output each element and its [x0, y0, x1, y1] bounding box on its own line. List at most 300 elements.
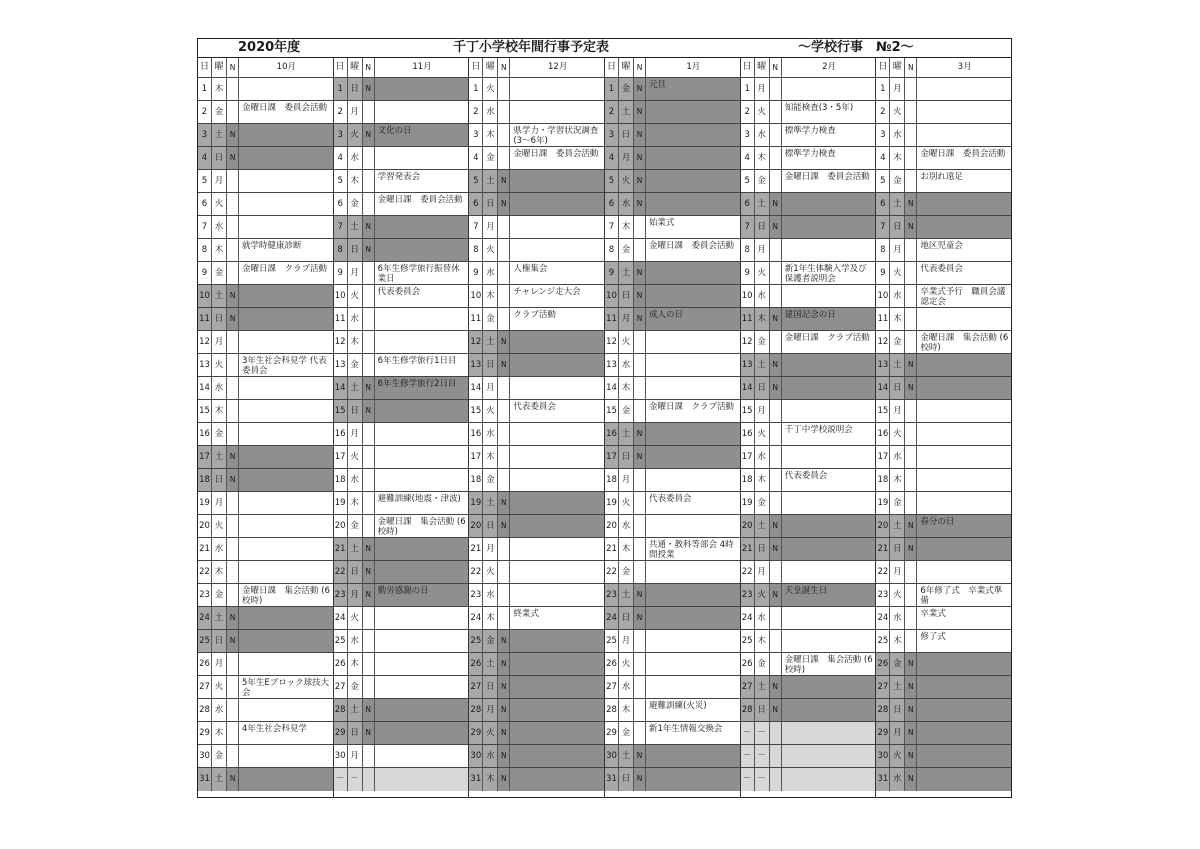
weekday: 水: [212, 216, 227, 238]
event-text: [646, 377, 740, 399]
weekday: 木: [483, 768, 498, 791]
weekday: 水: [348, 147, 363, 169]
day-number: 12: [198, 331, 212, 353]
day-number: 26: [605, 653, 619, 675]
weekday: 土: [483, 170, 498, 192]
holiday-flag: [634, 630, 646, 652]
holiday-flag: N: [363, 538, 375, 560]
event-text: 就学時健康診断: [242, 241, 302, 251]
weekday: 火: [890, 101, 905, 123]
weekday: 水: [755, 446, 770, 468]
holiday-flag: N: [363, 239, 375, 261]
event-text: [375, 653, 469, 675]
event-text: 人権集会: [513, 264, 548, 274]
holiday-flag: N: [634, 193, 646, 215]
event-text: 金曜日課 集会活動 (6校時): [242, 586, 330, 606]
day-number: 29: [469, 722, 483, 744]
day-number: 16: [605, 423, 619, 445]
holiday-flag: [363, 170, 375, 192]
weekday: 月: [890, 561, 905, 583]
day-row: [605, 446, 740, 469]
day-number: 10: [469, 285, 483, 307]
weekday: 月: [890, 722, 905, 744]
holiday-flag: [770, 653, 782, 675]
event-text: [510, 239, 604, 261]
day-row: [469, 308, 604, 331]
weekday: 月: [212, 170, 227, 192]
day-number: 23: [198, 584, 212, 606]
event-text: [646, 331, 740, 353]
day-row: [469, 400, 604, 423]
holiday-flag: N: [770, 193, 782, 215]
day-number: 9: [469, 262, 483, 284]
holiday-flag: [498, 561, 510, 583]
holiday-flag: [905, 147, 917, 169]
holiday-flag: [634, 676, 646, 698]
weekday: 月: [619, 308, 634, 330]
weekday: 土: [348, 377, 363, 399]
day-row: [334, 722, 469, 745]
day-row: [876, 492, 1011, 515]
day-row: [469, 124, 604, 147]
day-row: [741, 170, 876, 193]
holiday-flag: [363, 745, 375, 767]
day-number: 18: [334, 469, 348, 491]
day-number: 21: [605, 538, 619, 560]
event-text: [917, 699, 1011, 721]
holiday-flag: N: [227, 607, 239, 629]
day-row: [605, 584, 740, 607]
day-row: [469, 538, 604, 561]
weekday: 水: [619, 354, 634, 376]
day-row: [334, 446, 469, 469]
holiday-flag: N: [363, 584, 375, 606]
event-text: [782, 515, 876, 537]
event-text: [646, 630, 740, 652]
event-text: [375, 216, 469, 238]
day-number: 1: [334, 78, 348, 100]
day-row: [198, 170, 333, 193]
event-text: 卒業式予行 職員会議 認定会: [920, 287, 1014, 307]
weekday: 火: [483, 400, 498, 422]
weekday: 土: [755, 515, 770, 537]
day-number: 29: [605, 722, 619, 744]
holiday-flag: [770, 607, 782, 629]
weekday: 金: [483, 308, 498, 330]
weekday: 金: [890, 492, 905, 514]
holiday-flag: N: [905, 676, 917, 698]
day-row: [605, 745, 740, 768]
weekday: 日: [619, 607, 634, 629]
day-row: [741, 561, 876, 584]
holiday-flag: [498, 446, 510, 468]
holiday-flag: [498, 400, 510, 422]
holiday-flag: N: [498, 515, 510, 537]
event-text: [646, 423, 740, 445]
day-row: [198, 653, 333, 676]
weekday: 月: [348, 584, 363, 606]
weekday: 水: [619, 193, 634, 215]
weekday: 月: [212, 492, 227, 514]
day-number: 19: [198, 492, 212, 514]
day-number: 3: [469, 124, 483, 146]
weekday: 水: [483, 423, 498, 445]
day-number: 4: [605, 147, 619, 169]
event-text: 5年生Eブロック球技大会: [242, 678, 330, 698]
weekday: 火: [755, 584, 770, 606]
event-text: [375, 561, 469, 583]
day-number: 6: [198, 193, 212, 215]
day-number: 13: [198, 354, 212, 376]
holiday-flag: [770, 492, 782, 514]
weekday: 水: [483, 745, 498, 767]
event-text: [375, 768, 469, 791]
day-row: [334, 377, 469, 400]
event-text: 金曜日課 クラブ活動: [649, 402, 735, 412]
weekday: 日: [212, 469, 227, 491]
day-number: 16: [334, 423, 348, 445]
weekday: －: [755, 722, 770, 744]
event-text: [375, 630, 469, 652]
day-number: 9: [741, 262, 755, 284]
event-text: 避難訓練(地震・津波): [377, 494, 461, 504]
day-row: [741, 584, 876, 607]
day-row: [876, 699, 1011, 722]
day-number: 20: [741, 515, 755, 537]
day-row: [469, 768, 604, 791]
holiday-flag: [498, 262, 510, 284]
day-row: [334, 492, 469, 515]
header-weekday: 曜: [619, 58, 634, 77]
weekday: －: [755, 768, 770, 791]
holiday-flag: N: [905, 745, 917, 767]
event-text: [239, 400, 333, 422]
event-text: [782, 239, 876, 261]
event-text: [510, 699, 604, 721]
holiday-flag: [905, 101, 917, 123]
weekday: 金: [348, 515, 363, 537]
event-text: [239, 561, 333, 583]
event-text: 避難訓練(火災): [649, 701, 707, 711]
holiday-flag: N: [634, 607, 646, 629]
month-column: [875, 58, 1014, 798]
weekday: 日: [890, 538, 905, 560]
weekday: 木: [755, 469, 770, 491]
event-text: [510, 676, 604, 698]
holiday-flag: [905, 78, 917, 100]
day-number: 16: [876, 423, 890, 445]
day-number: 10: [605, 285, 619, 307]
holiday-flag: [498, 78, 510, 100]
event-text: [917, 124, 1011, 146]
holiday-flag: [227, 331, 239, 353]
weekday: 木: [890, 147, 905, 169]
month-column: [198, 58, 333, 798]
weekday: 火: [483, 561, 498, 583]
day-row: [876, 538, 1011, 561]
day-number: 14: [198, 377, 212, 399]
holiday-flag: N: [498, 745, 510, 767]
month-header: [469, 58, 604, 78]
holiday-flag: [498, 239, 510, 261]
month-header: [198, 58, 333, 78]
holiday-flag: [498, 101, 510, 123]
weekday: 月: [212, 331, 227, 353]
day-number: 20: [605, 515, 619, 537]
day-number: 28: [198, 699, 212, 721]
header-n: N: [227, 58, 239, 77]
weekday: 月: [890, 239, 905, 261]
event-text: [239, 469, 333, 491]
event-text: [646, 768, 740, 791]
event-text: [375, 699, 469, 721]
header-day: 日: [469, 58, 483, 77]
weekday: 土: [619, 101, 634, 123]
event-text: [375, 331, 469, 353]
event-text: [646, 469, 740, 491]
header-weekday: 曜: [890, 58, 905, 77]
holiday-flag: N: [498, 722, 510, 744]
day-number: 16: [469, 423, 483, 445]
day-number: 28: [469, 699, 483, 721]
day-row: [334, 607, 469, 630]
holiday-flag: [498, 216, 510, 238]
weekday: 金: [619, 239, 634, 261]
holiday-flag: [905, 400, 917, 422]
day-number: 24: [876, 607, 890, 629]
weekday: 土: [212, 285, 227, 307]
holiday-flag: N: [634, 446, 646, 468]
day-row: [334, 239, 469, 262]
event-text: [510, 446, 604, 468]
event-text: [782, 607, 876, 629]
weekday: 金: [212, 423, 227, 445]
day-number: 26: [198, 653, 212, 675]
day-number: 1: [605, 78, 619, 100]
holiday-flag: [363, 446, 375, 468]
holiday-flag: [770, 170, 782, 192]
day-row: [876, 722, 1011, 745]
event-text: [646, 676, 740, 698]
holiday-flag: [363, 193, 375, 215]
weekday: 月: [348, 101, 363, 123]
holiday-flag: [363, 354, 375, 376]
holiday-flag: N: [905, 377, 917, 399]
event-text: 共通・教科等部会 4時間授業: [649, 540, 734, 560]
holiday-flag: [227, 676, 239, 698]
day-row: [469, 607, 604, 630]
day-number: 8: [334, 239, 348, 261]
holiday-flag: [905, 124, 917, 146]
day-row: [876, 469, 1011, 492]
header-n: N: [363, 58, 375, 77]
weekday: 木: [483, 285, 498, 307]
day-row: [334, 676, 469, 699]
day-number: 8: [876, 239, 890, 261]
day-number: 30: [469, 745, 483, 767]
day-row: [198, 515, 333, 538]
day-number: 19: [741, 492, 755, 514]
event-text: 6年生修学旅行振替休業日: [377, 264, 460, 284]
weekday: 日: [755, 216, 770, 238]
holiday-flag: N: [363, 400, 375, 422]
holiday-flag: N: [227, 124, 239, 146]
holiday-flag: [363, 607, 375, 629]
day-number: 25: [334, 630, 348, 652]
weekday: 水: [212, 538, 227, 560]
event-text: [917, 446, 1011, 468]
page-title: 千丁小学校年間行事予定表: [453, 40, 610, 55]
day-number: 6: [741, 193, 755, 215]
holiday-flag: [770, 239, 782, 261]
day-number: 13: [876, 354, 890, 376]
event-text: [782, 193, 876, 215]
weekday: －: [755, 745, 770, 767]
weekday: 火: [348, 285, 363, 307]
holiday-flag: [770, 768, 782, 791]
holiday-flag: N: [498, 768, 510, 791]
weekday: 火: [212, 354, 227, 376]
holiday-flag: [498, 124, 510, 146]
day-row: [876, 515, 1011, 538]
day-number: 29: [198, 722, 212, 744]
event-text: [510, 492, 604, 514]
day-number: 7: [741, 216, 755, 238]
holiday-flag: [498, 147, 510, 169]
event-text: [917, 676, 1011, 698]
day-number: 10: [876, 285, 890, 307]
event-text: [782, 400, 876, 422]
weekday: 木: [483, 446, 498, 468]
day-row: [198, 331, 333, 354]
holiday-flag: N: [363, 78, 375, 100]
day-number: 30: [605, 745, 619, 767]
day-number: 22: [876, 561, 890, 583]
day-number: 23: [741, 584, 755, 606]
weekday: 月: [348, 745, 363, 767]
weekday: 土: [348, 538, 363, 560]
weekday: 日: [619, 768, 634, 791]
day-row: [876, 78, 1011, 101]
event-text: [917, 308, 1011, 330]
event-text: 6年生修学旅行2日目: [375, 377, 469, 399]
calendar-sheet: [197, 38, 1012, 798]
holiday-flag: [770, 147, 782, 169]
day-number: 15: [605, 400, 619, 422]
weekday: 日: [619, 124, 634, 146]
holiday-flag: N: [498, 630, 510, 652]
day-number: 27: [741, 676, 755, 698]
day-number: 12: [605, 331, 619, 353]
day-row: [198, 101, 333, 124]
event-text: [510, 722, 604, 744]
event-text: [782, 78, 876, 100]
day-number: 3: [198, 124, 212, 146]
weekday: 日: [890, 699, 905, 721]
holiday-flag: [227, 400, 239, 422]
holiday-flag: [770, 446, 782, 468]
weekday: 金: [755, 653, 770, 675]
weekday: 木: [348, 331, 363, 353]
day-number: 25: [605, 630, 619, 652]
day-number: 18: [741, 469, 755, 491]
event-text: 標準学力検査: [784, 126, 836, 136]
day-row: [605, 515, 740, 538]
weekday: 日: [348, 78, 363, 100]
day-number: 7: [876, 216, 890, 238]
holiday-flag: N: [363, 699, 375, 721]
event-text: [917, 745, 1011, 767]
weekday: 木: [212, 78, 227, 100]
holiday-flag: [227, 423, 239, 445]
day-row: [741, 745, 876, 768]
weekday: 火: [619, 331, 634, 353]
day-row: [876, 285, 1014, 308]
day-row: [741, 308, 876, 331]
holiday-flag: [227, 193, 239, 215]
event-text: 修了式: [920, 632, 946, 642]
day-row: [741, 768, 876, 791]
day-row: [876, 630, 1011, 653]
day-number: 11: [469, 308, 483, 330]
day-row: [334, 561, 469, 584]
header-n: N: [498, 58, 510, 77]
weekday: 月: [890, 78, 905, 100]
holiday-flag: [905, 561, 917, 583]
event-text: [239, 193, 333, 215]
day-row: [741, 607, 876, 630]
weekday: 金: [483, 469, 498, 491]
weekday: 火: [890, 584, 905, 606]
day-number: 13: [334, 354, 348, 376]
weekday: －: [348, 768, 363, 791]
holiday-flag: [227, 584, 239, 606]
event-text: 新1年生情報交換会: [649, 724, 723, 734]
weekday: 月: [755, 400, 770, 422]
event-text: [375, 400, 469, 422]
weekday: 月: [212, 653, 227, 675]
weekday: 金: [212, 745, 227, 767]
day-row: [741, 285, 876, 308]
day-number: 18: [198, 469, 212, 491]
day-number: 5: [876, 170, 890, 192]
day-row: [876, 423, 1011, 446]
day-number: 28: [741, 699, 755, 721]
weekday: 木: [483, 607, 498, 629]
holiday-flag: [770, 78, 782, 100]
weekday: 火: [755, 423, 770, 445]
day-row: [334, 147, 469, 170]
day-number: 6: [876, 193, 890, 215]
day-number: 5: [334, 170, 348, 192]
day-number: 11: [198, 308, 212, 330]
holiday-flag: [363, 423, 375, 445]
day-row: [605, 768, 740, 791]
holiday-flag: N: [905, 515, 917, 537]
event-text: 金曜日課 集会活動 (6校時): [920, 333, 1009, 353]
day-number: 28: [334, 699, 348, 721]
day-number: 7: [605, 216, 619, 238]
weekday: 金: [755, 170, 770, 192]
day-row: [605, 354, 740, 377]
day-number: 20: [469, 515, 483, 537]
weekday: 木: [890, 630, 905, 652]
day-number: 12: [334, 331, 348, 353]
holiday-flag: [363, 147, 375, 169]
event-text: [375, 147, 469, 169]
event-text: 知能検査(3・5年): [784, 103, 854, 113]
weekday: 水: [755, 607, 770, 629]
